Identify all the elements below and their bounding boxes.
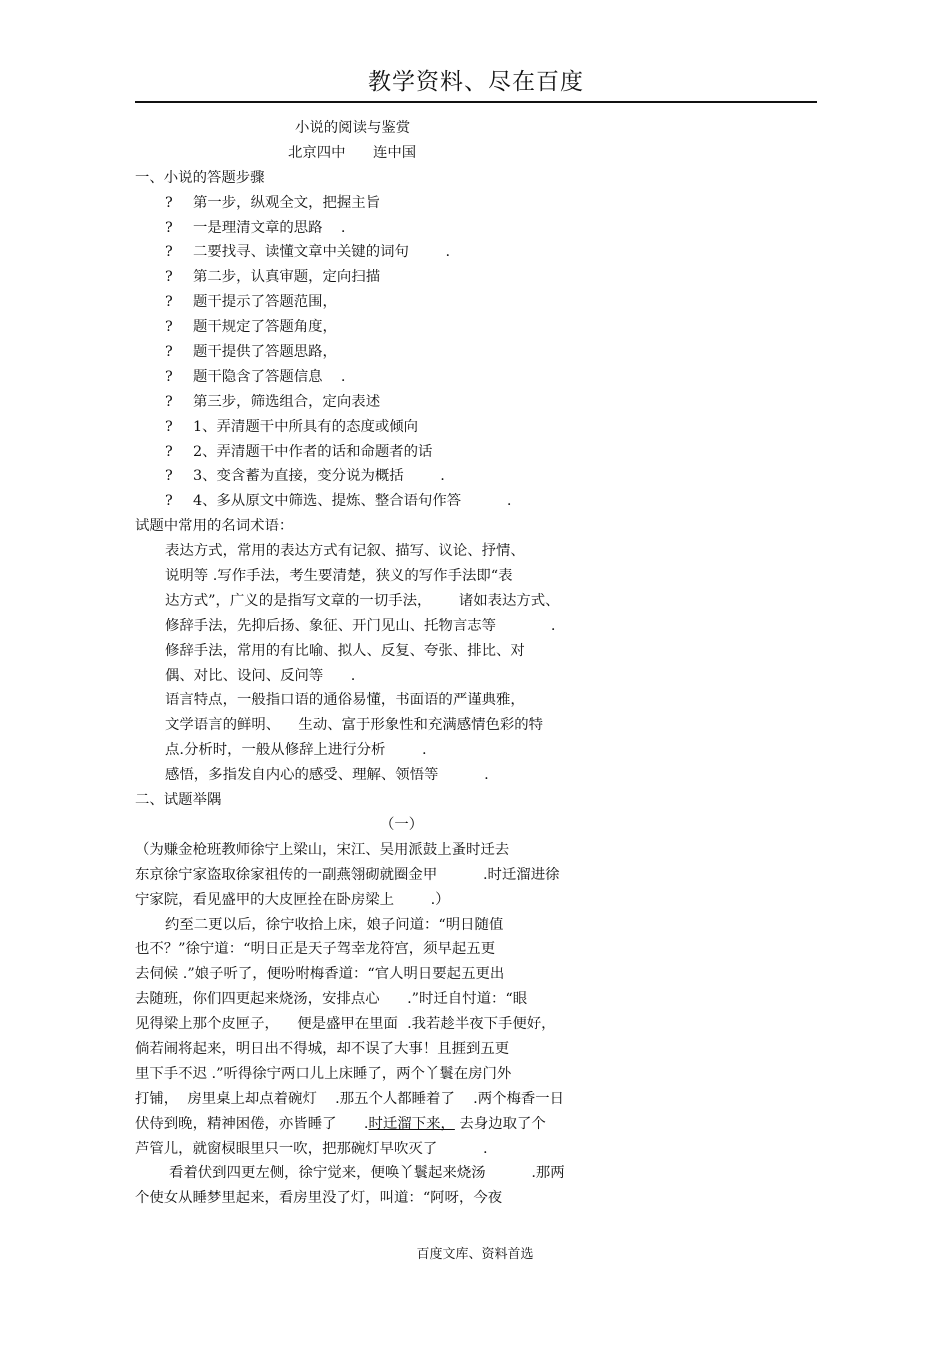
text-line: 倘若闹将起来，明日出不得城，却不误了大事！且捱到五更: [135, 1040, 510, 1057]
text-line: 宁家院，看见盛甲的大皮匣拴在卧房梁上 .）: [135, 891, 450, 908]
list-item: [135, 489, 817, 514]
text-line: 说明等 .写作手法，考生要清楚，狭义的写作手法即“表: [165, 568, 513, 585]
bullet-marker: ?: [165, 368, 173, 385]
text-line: 也不？”徐宁道：“明日正是天子驾幸龙符宫，须早起五更: [135, 941, 496, 958]
list-item: [135, 290, 817, 315]
text-line: 打铺， 房里桌上却点着碗灯 .那五个人都睡着了 .两个梅香一日: [135, 1090, 565, 1107]
list-item-text: 二要找寻、读懂文章中关键的词句 .: [193, 244, 451, 261]
page-header-title: 教学资料、尽在百度: [368, 69, 584, 95]
passage-paragraph-tail: [135, 1137, 817, 1162]
text-line: 偶、对比、设问、反问等 .: [165, 667, 356, 684]
list-item: [135, 216, 817, 241]
list-item-text: 第三步，筛选组合，定向表述: [193, 393, 381, 410]
bullet-marker: ?: [165, 244, 173, 261]
passage-line-text: 伏侍到晚，精神困倦，亦皆睡了 .: [135, 1115, 369, 1132]
text-line: 约至二更以后，徐宁收拾上床，娘子问道：“明日随值: [165, 916, 504, 933]
list-item-text: 1、弄清题干中所具有的态度或倾向: [193, 418, 419, 435]
bullet-marker: ?: [165, 319, 173, 336]
text-line: 看着伏到四更左侧，徐宁觉来，便唤丫鬟起来烧汤 .那两: [169, 1165, 565, 1182]
page-footer: 百度文库、资料首选: [416, 1247, 534, 1262]
header-divider: [135, 101, 817, 103]
passage-line: [135, 1112, 817, 1137]
text-line: 语言特点，一般指口语的通俗易懂，书面语的严谨典雅，: [165, 692, 525, 709]
list-item-text: 第一步，纵观全文，把握主旨: [193, 194, 381, 211]
list-item: [135, 365, 817, 390]
text-line: 芦管儿，就窗棂眼里只一吹，把那碗灯早吹灭了 .: [135, 1140, 488, 1157]
underlined-phrase: 时迁溜下来，: [368, 1115, 455, 1132]
text-line: 修辞手法，常用的有比喻、拟人、反复、夸张、排比、对: [165, 642, 525, 659]
bullet-marker: ?: [165, 468, 173, 485]
list-item-text: 4、多从原文中筛选、提炼、整合语句作答 .: [193, 493, 512, 510]
bullet-marker: ?: [165, 194, 173, 211]
text-line: 修辞手法，先抑后扬、象征、开门见山、托物言志等 .: [165, 617, 556, 634]
article-title: 小说的阅读与鉴赏: [295, 120, 411, 136]
list-item-text: 题干提供了答题思路，: [193, 344, 337, 361]
list-item-text: 题干规定了答题角度，: [193, 319, 337, 336]
text-line: 东京徐宁家盗取徐家祖传的一副燕翎砌就圈金甲 .时迁溜进徐: [135, 866, 560, 883]
bullet-marker: ?: [165, 443, 173, 460]
list-item: [135, 265, 817, 290]
list-item: [135, 415, 817, 440]
list-item: [135, 340, 817, 365]
text-line: 个使女从睡梦里起来，看房里没了灯，叫道：“阿呀，今夜: [135, 1190, 503, 1207]
passage-number: （一）: [380, 816, 424, 833]
bullet-marker: ?: [165, 269, 173, 286]
bullet-marker: ?: [165, 294, 173, 311]
text-line: 表达方式，常用的表达方式有记叙、描写、议论、抒情、: [165, 543, 525, 560]
list-item-text: 题干隐含了答题信息 .: [193, 368, 346, 385]
section-heading: 二、试题举隅: [135, 792, 222, 809]
passage-line-text: 去身边取了个: [454, 1115, 546, 1132]
text-line: 感悟，多指发自内心的感受、理解、领悟等 .: [165, 767, 489, 784]
list-item: [135, 440, 817, 465]
bullet-marker: ?: [165, 344, 173, 361]
text-line: 里下手不迟 .”听得徐宁两口儿上床睡了，两个丫鬟在房门外: [135, 1065, 512, 1082]
passage-paragraph: [135, 913, 817, 1112]
text-line: 去随班，你们四更起来烧汤，安排点心 .”时迁自忖道：“眼: [135, 991, 528, 1008]
text-line: 见得梁上那个皮匣子， 便是盛甲在里面 .我若趁半夜下手便好，: [135, 1016, 556, 1033]
text-line: （为赚金枪班教师徐宁上梁山，宋江、吴用派鼓上蚤时迁去: [135, 841, 510, 858]
article-author: 北京四中 连中国: [288, 144, 417, 161]
list-item: [135, 191, 817, 216]
text-line: 去伺候 .”娘子听了，便吩咐梅香道：“官人明日要起五更出: [135, 966, 505, 983]
steps-list: [135, 191, 817, 515]
list-item-text: 题干提示了答题范围，: [193, 294, 337, 311]
terms-paragraph: [135, 539, 817, 788]
list-item: [135, 315, 817, 340]
list-item: [135, 390, 817, 415]
list-item-text: 3、变含蓄为直接，变分说为概括 .: [193, 468, 445, 485]
text-line: 达方式”，广义的是指写文章的一切手法， 诸如表达方式、: [165, 592, 560, 609]
list-item-text: 第二步，认真审题，定向扫描: [193, 269, 381, 286]
text-line: 点.分析时，一般从修辞上进行分析 .: [165, 742, 427, 759]
section-heading: 一、小说的答题步骤: [135, 169, 265, 186]
list-item: [135, 464, 817, 489]
passage-paragraph: [135, 1161, 817, 1211]
document-body: [135, 116, 817, 1211]
bullet-marker: ?: [165, 219, 173, 236]
terms-heading: 试题中常用的名词术语：: [135, 518, 294, 535]
text-line: 文学语言的鲜明、 生动、富于形象性和充满感情色彩的特: [165, 717, 544, 734]
passage-intro: [135, 838, 817, 913]
list-item: [135, 240, 817, 265]
bullet-marker: ?: [165, 393, 173, 410]
bullet-marker: ?: [165, 493, 173, 510]
list-item-text: 一是理清文章的思路 .: [193, 219, 346, 236]
list-item-text: 2、弄清题干中作者的话和命题者的话: [193, 443, 433, 460]
bullet-marker: ?: [165, 418, 173, 435]
